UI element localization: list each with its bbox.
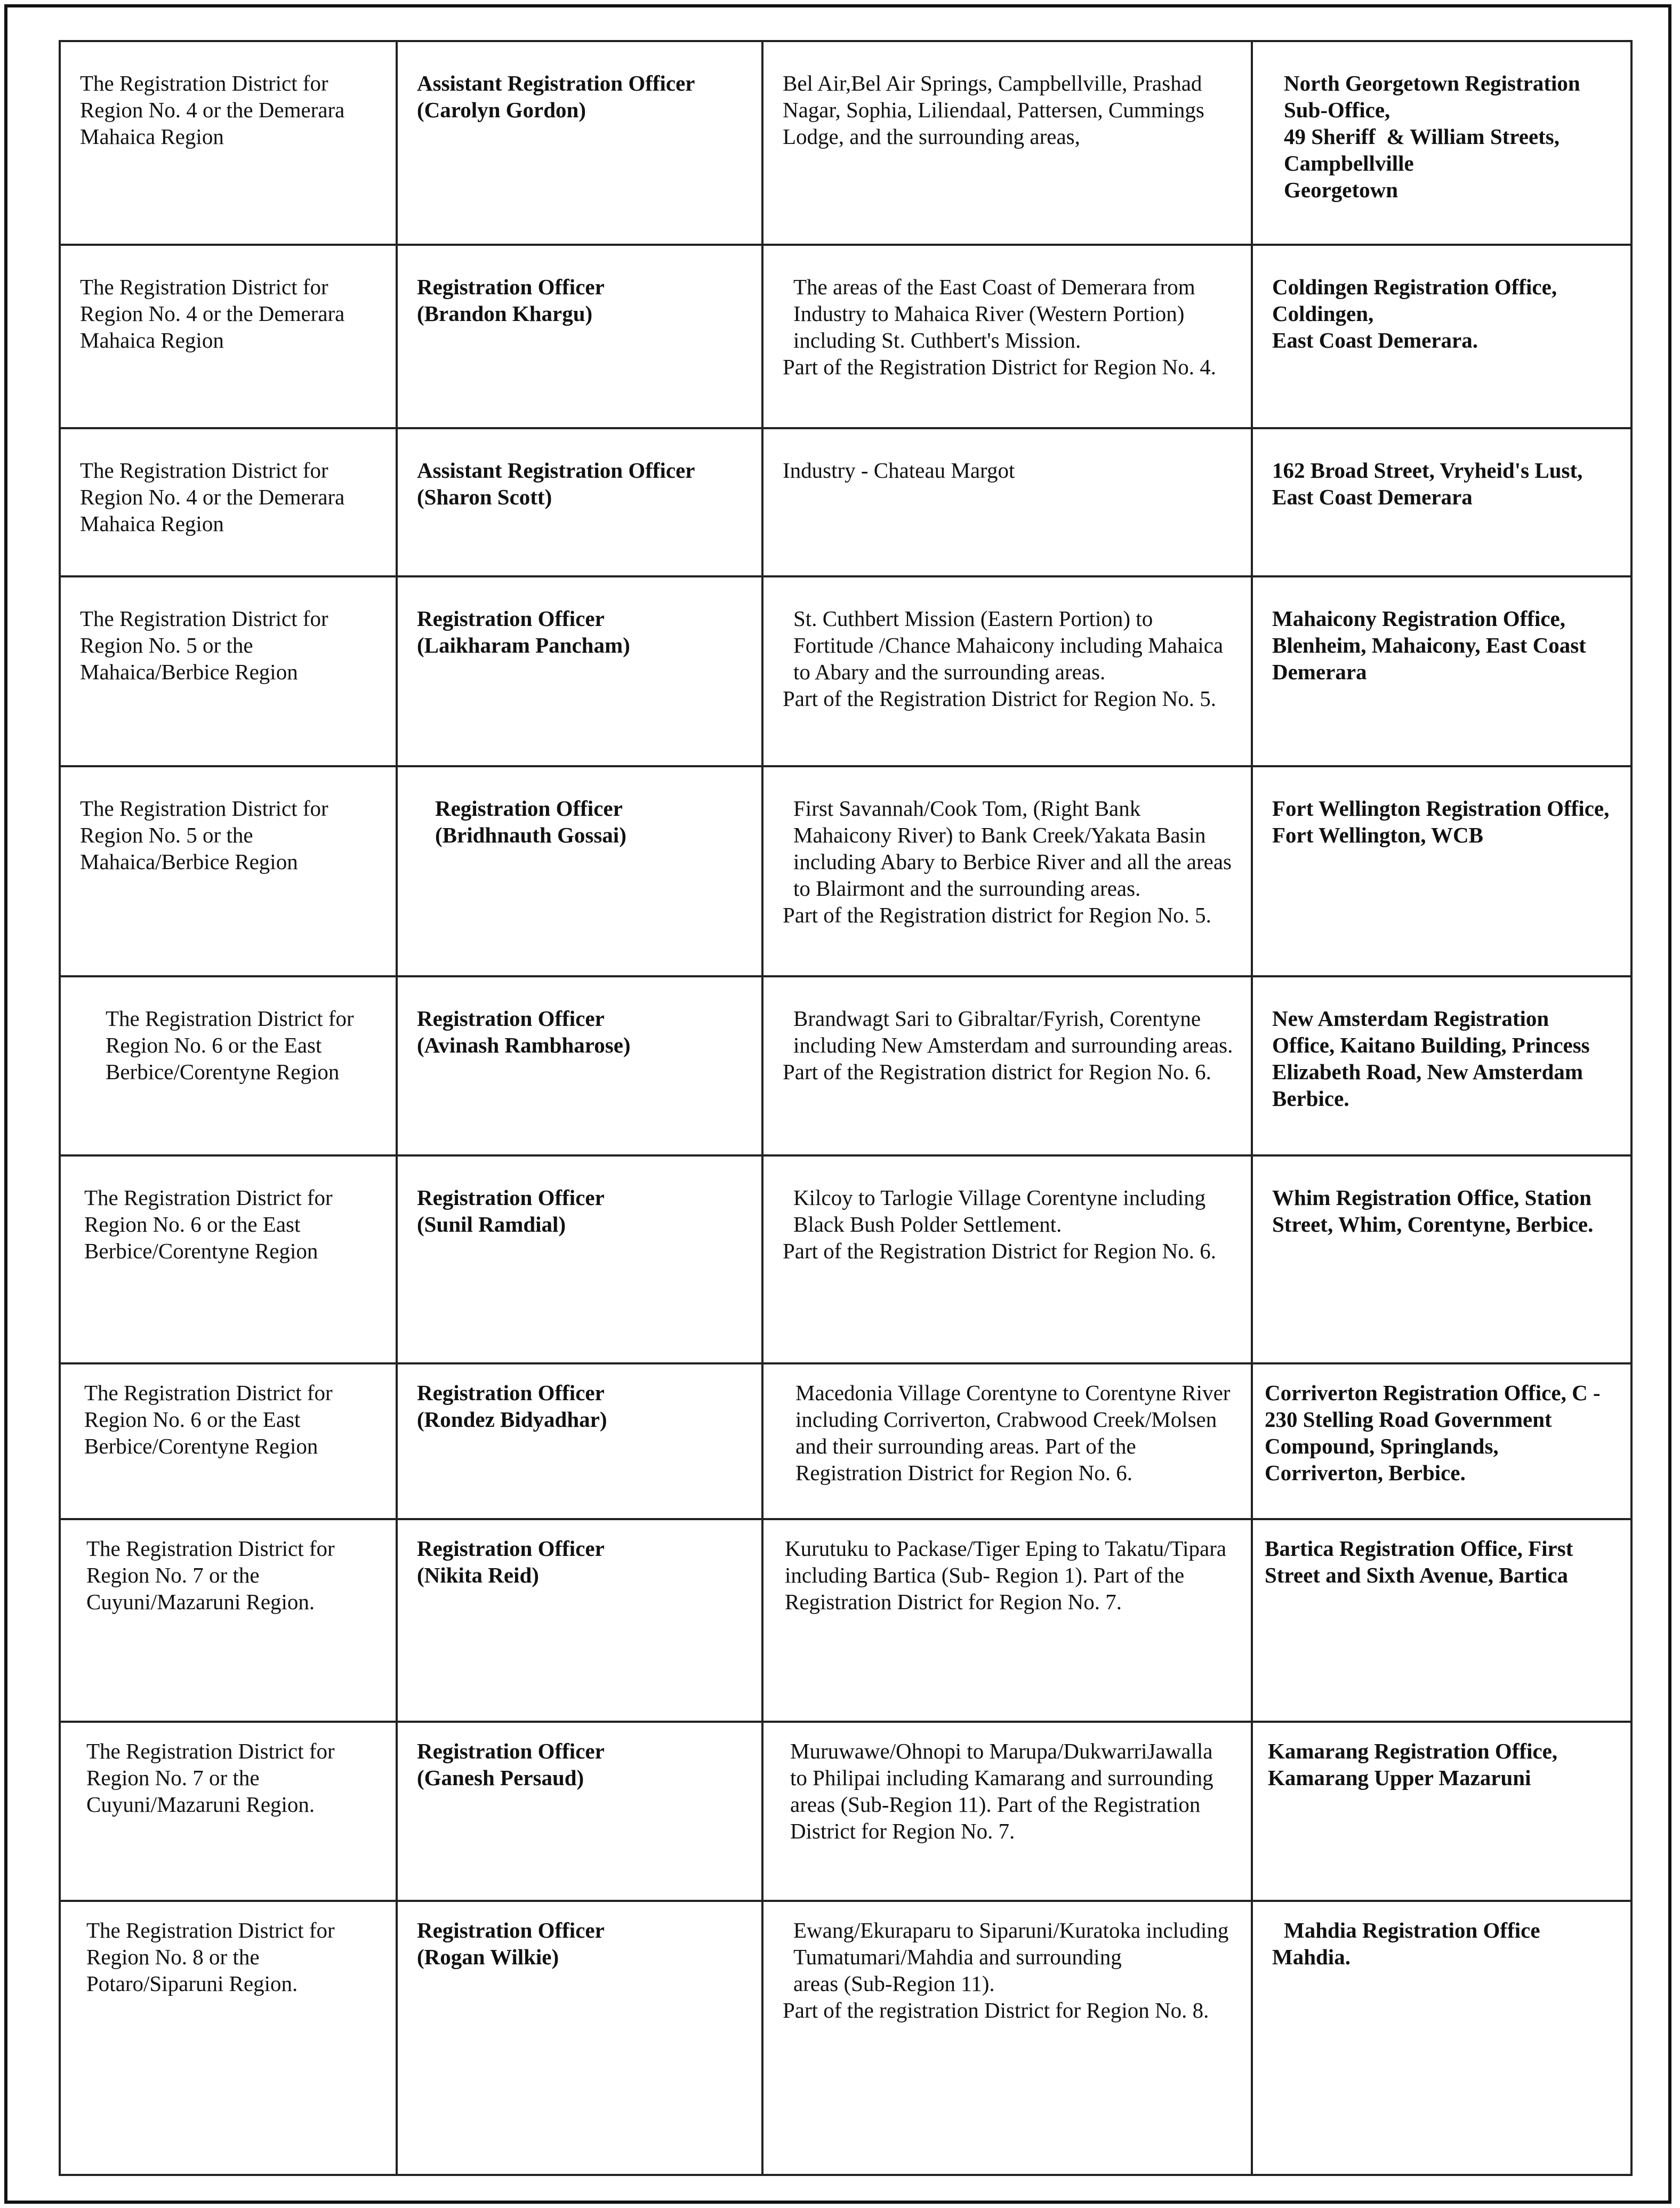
district-cell [60,41,397,245]
officer-name: (Sunil Ramdial) [417,1212,566,1237]
district-text: The Registration District for Region No. 4 or the Demerara Mahaica Region [80,458,350,536]
office-address-line: 162 Broad Street, Vryheid's Lust, East Coast Demerara [1272,458,1588,509]
office-address-line: North Georgetown Registration Sub-Office, [1284,71,1586,122]
area-cell [762,41,1252,245]
office-address-line: 49 Sheriff & William Streets, Campbellville [1284,124,1565,175]
area-description: Macedonia Village Corentyne to Corentyne River including Corriverton, Crabwood Creek/Molsen and their surrounding areas. Part of the Registration District for Region No. 6. [795,1380,1236,1485]
district-text: The Registration District for Region No. 8 or the Potaro/Siparuni Region. [86,1918,340,1996]
area-cell [762,766,1252,976]
area-cell [762,976,1252,1155]
table-row [60,576,1631,766]
officer-cell [397,766,762,976]
table-row [60,1155,1631,1363]
officer-cell [397,976,762,1155]
office-address-line: East Coast Demerara. [1272,328,1478,352]
area-description: The areas of the East Coast of Demerara from Industry to Mahaica River (Western Portion) including St. Cuthbert's Mission. [793,275,1201,352]
table-body [60,41,1631,2175]
office-cell [1252,1519,1631,1722]
district-text: The Registration District for Region No. 7 or the Cuyuni/Mazaruni Region. [86,1739,340,1817]
area-description: Bel Air,Bel Air Springs, Campbellville, Prashad Nagar, Sophia, Liliendaal, Pattersen, Cummings Lodge, and the surrounding areas, [783,71,1210,149]
area-cell [762,1363,1252,1519]
officer-cell [397,576,762,766]
officer-title: Assistant Registration Officer [417,71,695,95]
area-description: Muruwawe/Ohnopi to Marupa/DukwarriJawalla to Philipai including Kamarang and surrounding areas (Sub-Region 11). Part of the Registration District for Region No. 7. [790,1739,1219,1843]
area-region-part: Part of the registration District for Region No. 8. [783,1998,1209,2022]
table-row [60,245,1631,428]
area-region-part: Part of the Registration district for Region No. 5. [783,903,1211,927]
office-cell [1252,1722,1631,1901]
area-description: Industry - Chateau Margot [783,458,1015,483]
officer-cell [397,1519,762,1722]
office-cell [1252,1901,1631,2175]
officer-title: Registration Officer [417,1739,605,1763]
district-cell [60,1722,397,1901]
officer-title: Registration Officer [417,1536,605,1561]
area-cell [762,428,1252,576]
district-cell [60,976,397,1155]
office-cell [1252,1363,1631,1519]
officer-name: (Laikharam Pancham) [417,633,630,657]
district-text: The Registration District for Region No. 6 or the East Berbice/Corentyne Region [106,1006,359,1084]
area-region-part: Part of the Registration district for Region No. 6. [783,1059,1211,1084]
district-cell [60,766,397,976]
officer-title: Registration Officer [417,275,605,299]
table-row [60,1722,1631,1901]
office-address-line: Coldingen Registration Office, [1272,275,1557,299]
office-cell [1252,576,1631,766]
officer-name: (Sharon Scott) [417,485,552,509]
office-address-line: Georgetown [1284,178,1398,202]
officer-title: Registration Officer [417,1185,605,1210]
officer-name: (Ganesh Persaud) [417,1765,584,1790]
office-cell [1252,245,1631,428]
office-address-line: Mahaicony Registration Office, Blenheim, Mahaicony, East Coast Demerara [1272,606,1592,684]
officer-title: Registration Officer [417,1380,605,1405]
area-region-part: Part of the Registration District for Region No. 5. [783,686,1217,711]
table-row [60,976,1631,1155]
area-cell [762,1722,1252,1901]
table-row [60,1363,1631,1519]
office-cell [1252,428,1631,576]
district-text: The Registration District for Region No. 5 or the Mahaica/Berbice Region [80,606,334,684]
office-cell [1252,41,1631,245]
office-cell [1252,1155,1631,1363]
officer-title: Registration Officer [417,606,605,631]
registration-offices-table [59,40,1633,2176]
officer-cell [397,1363,762,1519]
officer-name: (Rogan Wilkie) [417,1945,559,1969]
district-cell [60,1519,397,1722]
office-cell [1252,976,1631,1155]
district-text: The Registration District for Region No. 7 or the Cuyuni/Mazaruni Region. [86,1536,340,1614]
office-address-line: Fort Wellington Registration Office, Fort Wellington, WCB [1272,796,1615,847]
area-cell [762,576,1252,766]
office-address-line: New Amsterdam Registration Office, Kaitano Building, Princess Elizabeth Road, New Amsterdam Berbice. [1272,1006,1595,1111]
area-description: St. Cuthbert Mission (Eastern Portion) to Fortitude /Chance Mahaicony including Mahaica to Abary and the surrounding areas. [793,606,1229,684]
office-address-line: Kamarang Registration Office, Kamarang Upper Mazaruni [1268,1739,1563,1790]
area-cell [762,1519,1252,1722]
officer-name: (Bridhnauth Gossai) [435,823,626,847]
officer-title: Registration Officer [417,1006,605,1031]
area-region-part: Part of the Registration District for Region No. 4. [783,355,1217,379]
area-cell [762,245,1252,428]
officer-cell [397,1722,762,1901]
officer-name: (Nikita Reid) [417,1563,539,1587]
officer-title: Assistant Registration Officer [417,458,695,483]
area-description: areas (Sub-Region 11). [793,1971,995,1996]
officer-cell [397,1155,762,1363]
office-address-line: Bartica Registration Office, First Street and Sixth Avenue, Bartica [1265,1536,1579,1587]
district-text: The Registration District for Region No. 6 or the East Berbice/Corentyne Region [84,1185,338,1263]
area-description: Ewang/Ekuraparu to Siparuni/Kuratoka including Tumatumari/Mahdia and surrounding [793,1918,1234,1969]
officer-cell [397,428,762,576]
officer-name: (Brandon Khargu) [417,301,593,326]
district-cell [60,428,397,576]
officer-title: Registration Officer [435,796,623,821]
area-description: Kilcoy to Tarlogie Village Corentyne including Black Bush Polder Settlement. [793,1185,1211,1237]
table-row [60,428,1631,576]
district-cell [60,1363,397,1519]
office-address-line: Coldingen, [1272,301,1374,326]
district-text: The Registration District for Region No. 6 or the East Berbice/Corentyne Region [84,1380,338,1458]
office-address-line: Mahdia Registration Office [1284,1918,1540,1942]
area-cell [762,1155,1252,1363]
area-description: First Savannah/Cook Tom, (Right Bank Mahaicony River) to Bank Creek/Yakata Basin including Abary to Berbice River and all the areas to Blairmont and the surrounding areas. [793,796,1237,901]
district-cell [60,1901,397,2175]
officer-cell [397,1901,762,2175]
area-description: Brandwagt Sari to Gibraltar/Fyrish, Corentyne including New Amsterdam and surrounding areas. [793,1006,1233,1057]
district-cell [60,1155,397,1363]
office-address-line: Corriverton Registration Office, C - 230 Stelling Road Government Compound, Springlands, Corriverton, Berbice. [1265,1380,1606,1485]
district-cell [60,576,397,766]
officer-name: (Rondez Bidyadhar) [417,1407,607,1432]
district-text: The Registration District for Region No. 4 or the Demerara Mahaica Region [80,71,350,149]
table-row [60,766,1631,976]
area-description: Kurutuku to Packase/Tiger Eping to Takatu/Tipara including Bartica (Sub- Region 1). Part of the Registration District for Region No. 7. [785,1536,1232,1614]
officer-name: (Carolyn Gordon) [417,98,586,122]
table-row [60,41,1631,245]
district-text: The Registration District for Region No. 5 or the Mahaica/Berbice Region [80,796,334,874]
officer-title: Registration Officer [417,1918,605,1942]
area-cell [762,1901,1252,2175]
officer-cell [397,41,762,245]
office-address-line: Whim Registration Office, Station Street, Whim, Corentyne, Berbice. [1272,1185,1597,1237]
officer-cell [397,245,762,428]
district-text: The Registration District for Region No. 4 or the Demerara Mahaica Region [80,275,350,352]
district-cell [60,245,397,428]
area-region-part: Part of the Registration District for Region No. 6. [783,1239,1217,1263]
office-cell [1252,766,1631,976]
officer-name: (Avinash Rambharose) [417,1033,631,1057]
table-row [60,1519,1631,1722]
table-row [60,1901,1631,2175]
office-address-line: Mahdia. [1272,1945,1351,1969]
